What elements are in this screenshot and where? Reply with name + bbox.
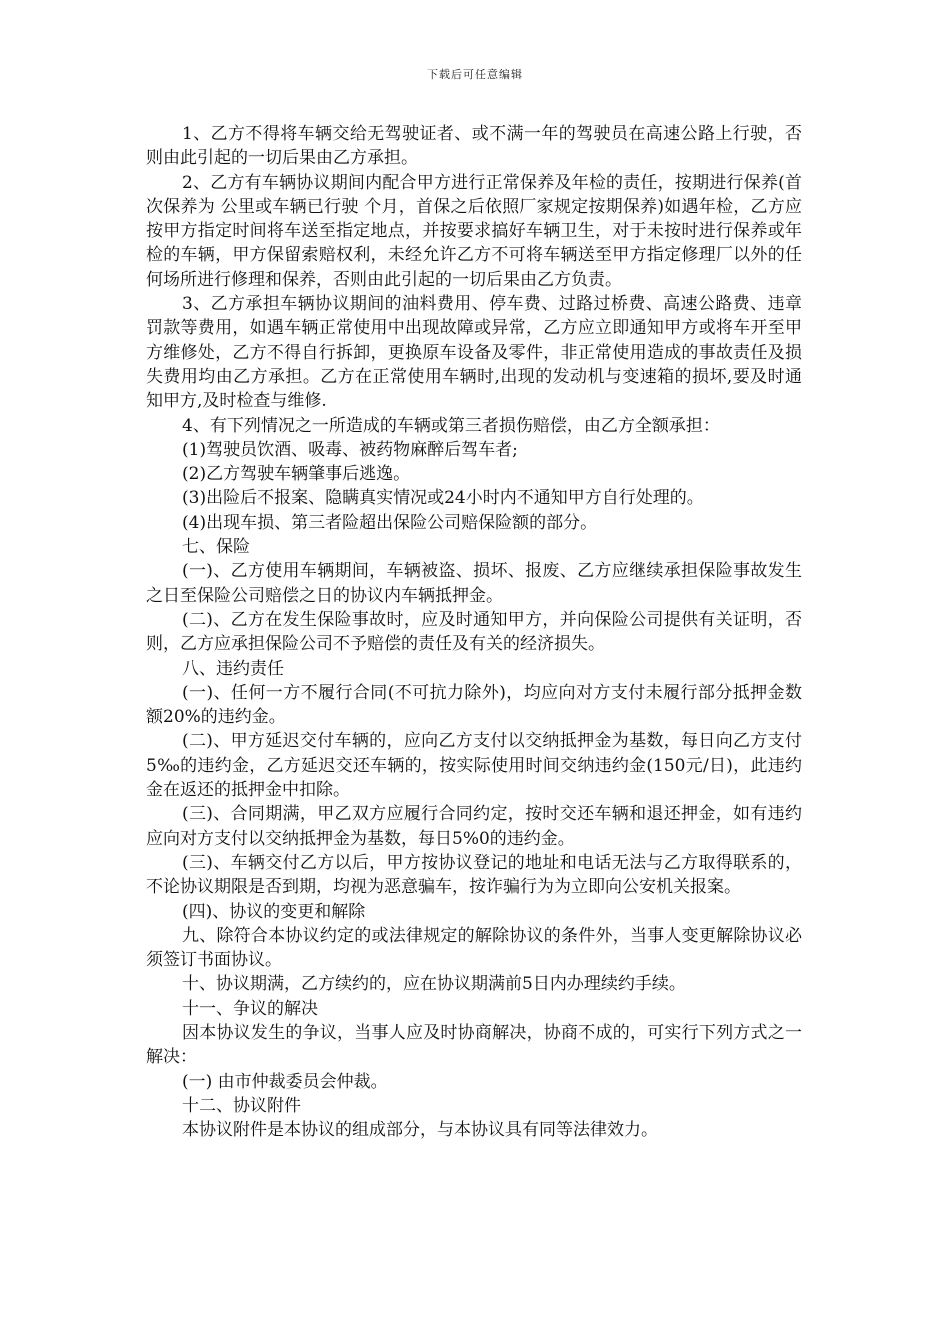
clause-paragraph: 九、除符合本协议约定的或法律规定的解除协议的条件外，当事人变更解除协议必须签订书面协议。 [146,925,802,971]
list-item: (3)出险后不报案、隐瞒真实情况或24小时内不通知甲方自行处理的。 [182,488,704,509]
section-heading: (四)、协议的变更和解除 [182,901,366,922]
list-item: (2)乙方驾驶车辆肇事后逃逸。 [182,464,411,485]
clause-paragraph: (二)、甲方延迟交付车辆的，应向乙方支付以交纳抵押金为基数，每日向乙方支付5‰的违约金，乙方延迟交还车辆的，按实际使用时间交纳违约金(150元/日)，此违约金在返还的抵押金中扣除。 [146,731,802,801]
section-heading: 七、保险 [182,537,250,558]
clause-paragraph: (二)、乙方在发生保险事故时，应及时通知甲方，并向保险公司提供有关证明，否则，乙方应承担保险公司不予赔偿的责任及有关的经济损失。 [146,609,802,655]
list-item: (一) 由市仲裁委员会仲裁。 [182,1071,388,1092]
page-header: 下载后可任意编辑 [427,68,523,81]
section-heading: 十二、协议附件 [182,1095,301,1116]
clause-paragraph: 十、协议期满，乙方续约的，应在协议期满前5日内办理续约手续。 [182,974,686,995]
list-item: (1)驾驶员饮酒、吸毒、被药物麻醉后驾车者; [182,439,518,460]
section-heading: 十一、争议的解决 [182,998,318,1019]
section-heading: 八、违约责任 [182,658,284,679]
clause-paragraph: (一)、任何一方不履行合同(不可抗力除外)，均应向对方支付未履行部分抵押金数额20%的违约金。 [146,682,802,728]
clause-paragraph: 3、乙方承担车辆协议期间的油料费用、停车费、过路过桥费、高速公路费、违章罚款等费用，如遇车辆正常使用中出现故障或异常，乙方应立即通知甲方或将车开至甲方维修处，乙方不得自行拆卸，更换原车设备及零件，非正常使用造成的事故责任及损失费用均由乙方承担。乙方在正常使用车辆时,出现的发动机与变速箱的损坏,要及时通知甲方,及时检查与维修. [146,294,802,412]
clause-paragraph: 1、乙方不得将车辆交给无驾驶证者、或不满一年的驾驶员在高速公路上行驶，否则由此引起的一切后果由乙方承担。 [146,124,802,169]
clause-paragraph: (三)、车辆交付乙方以后，甲方按协议登记的地址和电话无法与乙方取得联系的，不论协议期限是否到期，均视为恶意骗车，按诈骗行为为立即向公安机关报案。 [146,852,802,898]
clause-paragraph: 因本协议发生的争议，当事人应及时协商解决，协商不成的，可实行下列方式之一解决： [146,1022,802,1068]
clause-paragraph: 4、有下列情况之一所造成的车辆或第三者损伤赔偿，由乙方全额承担： [182,415,720,436]
clause-paragraph: (一)、乙方使用车辆期间，车辆被盗、损坏、报废、乙方应继续承担保险事故发生之日至保险公司赔偿之日的协议内车辆抵押金。 [146,561,802,606]
clause-paragraph: 本协议附件是本协议的组成部分，与本协议具有同等法律效力。 [182,1120,658,1141]
document-body [146,122,802,1142]
list-item: (4)出现车损、第三者险超出保险公司赔保险额的部分。 [182,512,598,533]
clause-paragraph: 2、乙方有车辆协议期间内配合甲方进行正常保养及年检的责任，按期进行保养(首次保养为 公里或车辆已行驶 个月，首保之后依照厂家规定按期保养)如遇年检，乙方应按甲方指定时间将车送至指定地点，并按要求搞好车辆卫生，对于未按时进行保养或年检的车辆，甲方保留索赔权利，未经允许乙方不可将车辆送至甲方指定修理厂以外的任何场所进行修理和保养，否则由此引起的一切后果由乙方负责。 [146,172,802,290]
clause-paragraph: (三)、合同期满，甲乙双方应履行合同约定，按时交还车辆和退还押金，如有违约应向对方支付以交纳抵押金为基数，每日5%0的违约金。 [146,804,802,849]
